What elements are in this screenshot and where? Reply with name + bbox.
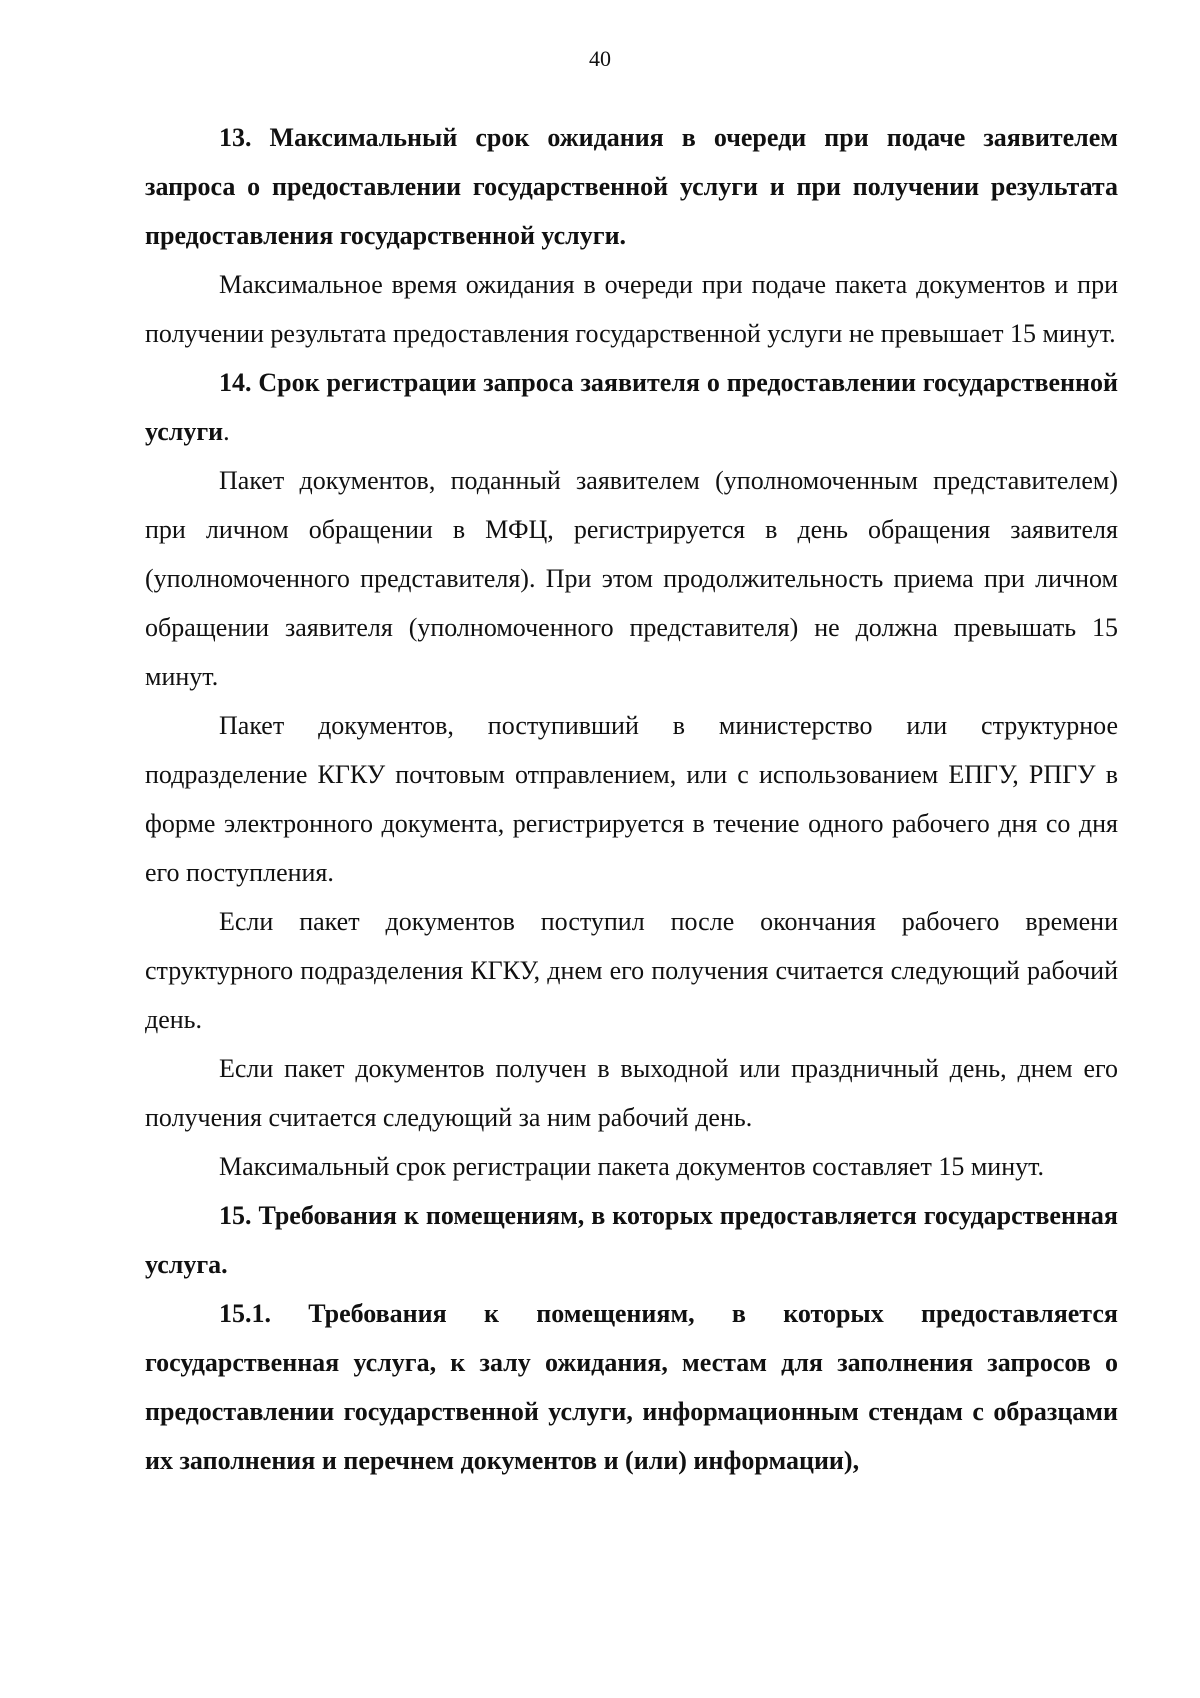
- section-14-heading: [145, 358, 1118, 456]
- page-number: 40: [589, 46, 611, 71]
- section-15-heading-text: 15. Требования к помещениям, в которых предоставляется государственная услуга.: [145, 1201, 1118, 1279]
- document-body: [145, 113, 1118, 1485]
- section-14-heading-text: 14. Срок регистрации запроса заявителя о предоставлении государственной услуги: [145, 368, 1118, 446]
- section-14-paragraph-3: Если пакет документов поступил после окончания рабочего времени структурного подразделения КГКУ, днем его получения считается следующий рабочий день.: [145, 907, 1118, 1034]
- section-15-1-heading: [145, 1289, 1118, 1485]
- section-14-heading-period: .: [223, 417, 230, 446]
- section-13-paragraph: Максимальное время ожидания в очереди при подаче пакета документов и при получении результата предоставления государственной услуги не превышает 15 минут.: [145, 270, 1118, 348]
- section-15-1-heading-text: 15.1. Требования к помещениям, в которых предоставляется государственная услуга, к залу ожидания, местам для заполнения запросов о предоставлении государственной услуги, информационным стендам с образцами их заполнения и перечнем документов и (или) информации),: [145, 1299, 1118, 1475]
- section-14-paragraph-4: Если пакет документов получен в выходной или праздничный день, днем его получения считается следующий за ним рабочий день.: [145, 1054, 1118, 1132]
- section-14-paragraph-1: Пакет документов, поданный заявителем (уполномоченным представителем) при личном обращении в МФЦ, регистрируется в день обращения заявителя (уполномоченного представителя). При этом продолжительность приема при личном обращении заявителя (уполномоченного представителя) не должна превышать 15 минут.: [145, 466, 1118, 691]
- section-13-heading-text: 13. Максимальный срок ожидания в очереди при подаче заявителем запроса о предоставлении государственной услуги и при получении результата предоставления государственной услуги.: [145, 123, 1118, 250]
- section-14-paragraph-2: Пакет документов, поступивший в министерство или структурное подразделение КГКУ почтовым отправлением, или с использованием ЕПГУ, РПГУ в форме электронного документа, регистрируется в течение одного рабочего дня со дня его поступления.: [145, 711, 1118, 887]
- section-14-paragraph-5: Максимальный срок регистрации пакета документов составляет 15 минут.: [219, 1152, 1045, 1181]
- section-15-heading: [145, 1191, 1118, 1289]
- section-13-heading: [145, 113, 1118, 260]
